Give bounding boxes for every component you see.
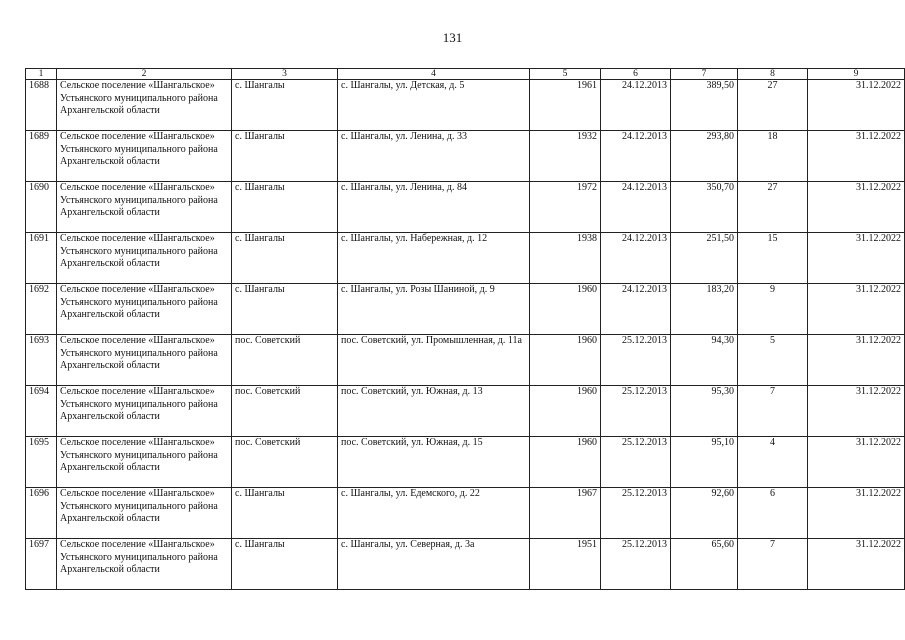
settlement-cell: с. Шангалы	[232, 80, 338, 131]
municipality-cell: Сельское поселение «Шангальское» Устьянского муниципального района Архангельской области	[57, 284, 232, 335]
end-date-cell: 31.12.2022	[808, 80, 905, 131]
year-cell: 1960	[530, 437, 601, 488]
area-cell: 350,70	[671, 182, 738, 233]
count-cell: 4	[738, 437, 808, 488]
date-cell: 24.12.2013	[601, 182, 671, 233]
count-cell: 15	[738, 233, 808, 284]
address-cell: с. Шангалы, ул. Ленина, д. 84	[338, 182, 530, 233]
year-cell: 1960	[530, 386, 601, 437]
municipality-cell: Сельское поселение «Шангальское» Устьянского муниципального района Архангельской области	[57, 437, 232, 488]
area-cell: 94,30	[671, 335, 738, 386]
row-number: 1695	[26, 437, 57, 488]
date-cell: 25.12.2013	[601, 386, 671, 437]
date-cell: 25.12.2013	[601, 539, 671, 590]
area-cell: 183,20	[671, 284, 738, 335]
year-cell: 1967	[530, 488, 601, 539]
settlement-cell: с. Шангалы	[232, 182, 338, 233]
row-number: 1694	[26, 386, 57, 437]
address-cell: с. Шангалы, ул. Северная, д. 3а	[338, 539, 530, 590]
municipality-cell: Сельское поселение «Шангальское» Устьянского муниципального района Архангельской области	[57, 539, 232, 590]
municipality-cell: Сельское поселение «Шангальское» Устьянского муниципального района Архангельской области	[57, 488, 232, 539]
count-cell: 27	[738, 80, 808, 131]
address-cell: пос. Советский, ул. Промышленная, д. 11а	[338, 335, 530, 386]
settlement-cell: пос. Советский	[232, 335, 338, 386]
address-cell: с. Шангалы, ул. Едемского, д. 22	[338, 488, 530, 539]
settlement-cell: с. Шангалы	[232, 539, 338, 590]
end-date-cell: 31.12.2022	[808, 386, 905, 437]
column-header: 9	[808, 69, 905, 80]
count-cell: 7	[738, 539, 808, 590]
table-row	[26, 437, 905, 488]
settlement-cell: с. Шангалы	[232, 488, 338, 539]
table-row	[26, 488, 905, 539]
column-header: 8	[738, 69, 808, 80]
page-number: 131	[442, 30, 463, 45]
area-cell: 65,60	[671, 539, 738, 590]
table-row	[26, 233, 905, 284]
date-cell: 25.12.2013	[601, 437, 671, 488]
area-cell: 389,50	[671, 80, 738, 131]
header-row	[26, 69, 905, 80]
table-row	[26, 284, 905, 335]
end-date-cell: 31.12.2022	[808, 131, 905, 182]
settlement-cell: с. Шангалы	[232, 131, 338, 182]
settlement-cell: пос. Советский	[232, 386, 338, 437]
count-cell: 5	[738, 335, 808, 386]
count-cell: 27	[738, 182, 808, 233]
table-row	[26, 131, 905, 182]
date-cell: 24.12.2013	[601, 284, 671, 335]
end-date-cell: 31.12.2022	[808, 539, 905, 590]
count-cell: 7	[738, 386, 808, 437]
area-cell: 293,80	[671, 131, 738, 182]
address-cell: с. Шангалы, ул. Розы Шаниной, д. 9	[338, 284, 530, 335]
date-cell: 24.12.2013	[601, 80, 671, 131]
year-cell: 1938	[530, 233, 601, 284]
address-cell: пос. Советский, ул. Южная, д. 13	[338, 386, 530, 437]
row-number: 1691	[26, 233, 57, 284]
row-number: 1692	[26, 284, 57, 335]
address-cell: с. Шангалы, ул. Ленина, д. 33	[338, 131, 530, 182]
housing-registry-table	[25, 68, 905, 590]
end-date-cell: 31.12.2022	[808, 437, 905, 488]
table-row	[26, 386, 905, 437]
year-cell: 1951	[530, 539, 601, 590]
area-cell: 92,60	[671, 488, 738, 539]
settlement-cell: пос. Советский	[232, 437, 338, 488]
area-cell: 95,10	[671, 437, 738, 488]
date-cell: 24.12.2013	[601, 131, 671, 182]
address-cell: пос. Советский, ул. Южная, д. 15	[338, 437, 530, 488]
end-date-cell: 31.12.2022	[808, 182, 905, 233]
end-date-cell: 31.12.2022	[808, 488, 905, 539]
row-number: 1697	[26, 539, 57, 590]
count-cell: 18	[738, 131, 808, 182]
year-cell: 1960	[530, 284, 601, 335]
date-cell: 25.12.2013	[601, 335, 671, 386]
municipality-cell: Сельское поселение «Шангальское» Устьянского муниципального района Архангельской области	[57, 386, 232, 437]
row-number: 1689	[26, 131, 57, 182]
column-header: 4	[338, 69, 530, 80]
settlement-cell: с. Шангалы	[232, 233, 338, 284]
address-cell: с. Шангалы, ул. Набережная, д. 12	[338, 233, 530, 284]
address-cell: с. Шангалы, ул. Детская, д. 5	[338, 80, 530, 131]
date-cell: 25.12.2013	[601, 488, 671, 539]
municipality-cell: Сельское поселение «Шангальское» Устьянского муниципального района Архангельской области	[57, 335, 232, 386]
year-cell: 1932	[530, 131, 601, 182]
municipality-cell: Сельское поселение «Шангальское» Устьянского муниципального района Архангельской области	[57, 80, 232, 131]
column-header: 2	[57, 69, 232, 80]
municipality-cell: Сельское поселение «Шангальское» Устьянского муниципального района Архангельской области	[57, 131, 232, 182]
count-cell: 9	[738, 284, 808, 335]
column-header: 1	[26, 69, 57, 80]
settlement-cell: с. Шангалы	[232, 284, 338, 335]
year-cell: 1972	[530, 182, 601, 233]
end-date-cell: 31.12.2022	[808, 335, 905, 386]
row-number: 1690	[26, 182, 57, 233]
municipality-cell: Сельское поселение «Шангальское» Устьянского муниципального района Архангельской области	[57, 182, 232, 233]
municipality-cell: Сельское поселение «Шангальское» Устьянского муниципального района Архангельской области	[57, 233, 232, 284]
year-cell: 1960	[530, 335, 601, 386]
year-cell: 1961	[530, 80, 601, 131]
count-cell: 6	[738, 488, 808, 539]
table-row	[26, 539, 905, 590]
end-date-cell: 31.12.2022	[808, 284, 905, 335]
column-header: 6	[601, 69, 671, 80]
table-row	[26, 335, 905, 386]
table-body	[26, 80, 905, 590]
date-cell: 24.12.2013	[601, 233, 671, 284]
row-number: 1693	[26, 335, 57, 386]
row-number: 1688	[26, 80, 57, 131]
column-header: 3	[232, 69, 338, 80]
table-row	[26, 182, 905, 233]
row-number: 1696	[26, 488, 57, 539]
end-date-cell: 31.12.2022	[808, 233, 905, 284]
table-row	[26, 80, 905, 131]
area-cell: 95,30	[671, 386, 738, 437]
column-header: 7	[671, 69, 738, 80]
column-header: 5	[530, 69, 601, 80]
area-cell: 251,50	[671, 233, 738, 284]
